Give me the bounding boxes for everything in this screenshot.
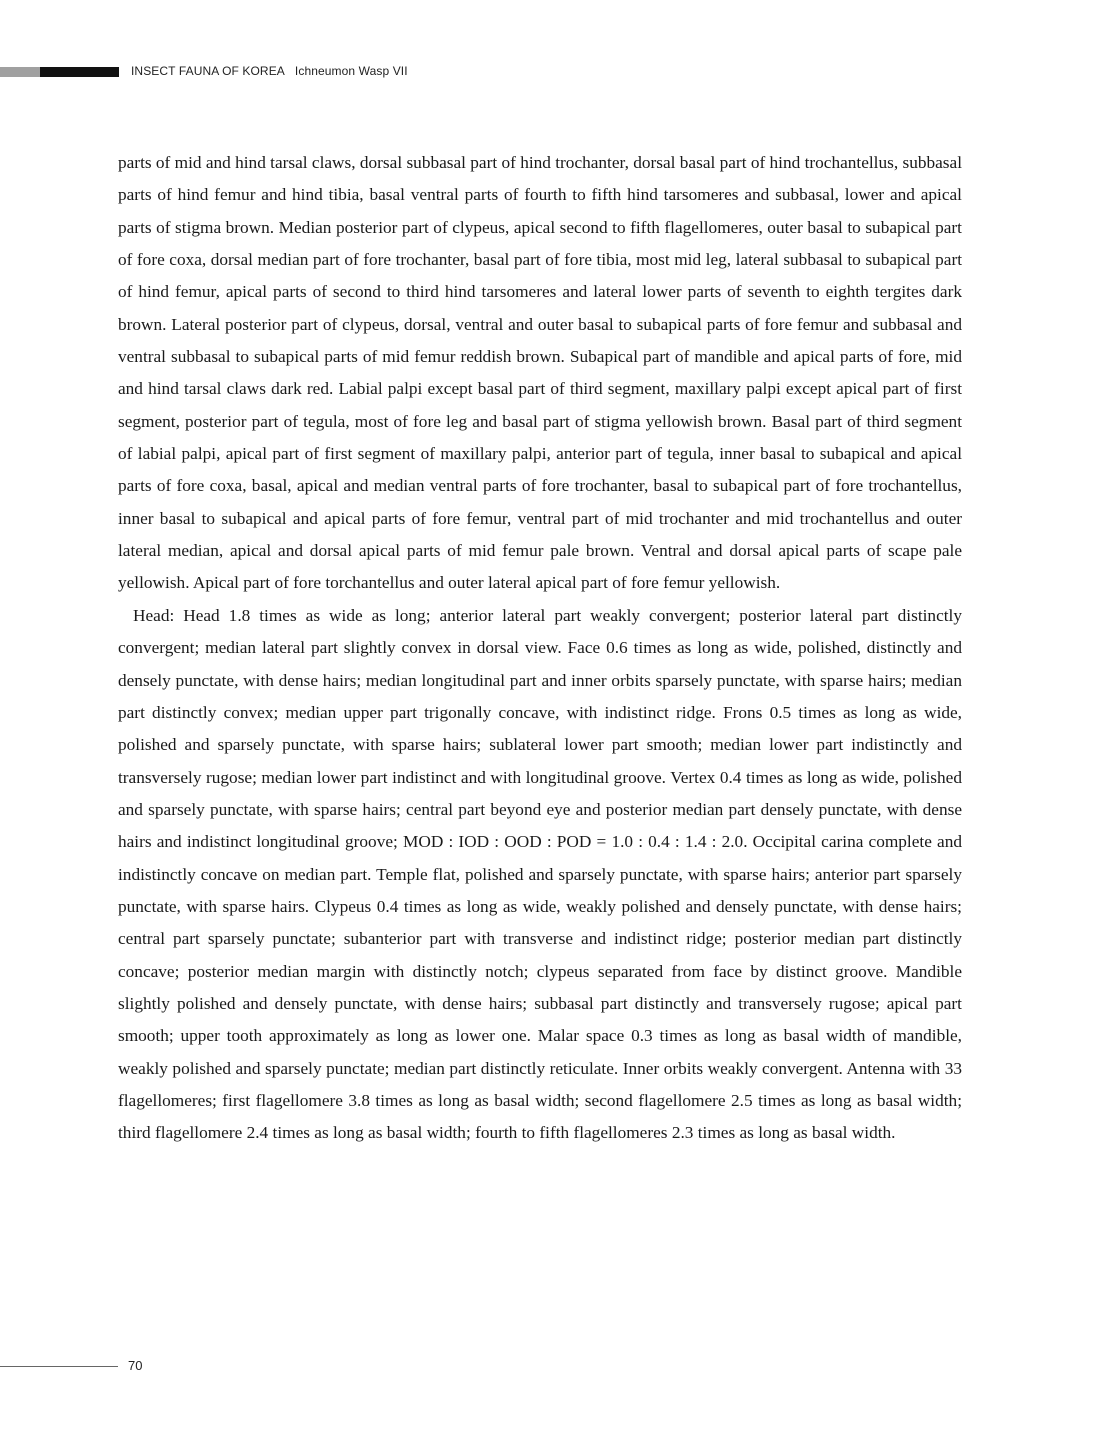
paragraph-head: Head: Head 1.8 times as wide as long; anterior lateral part weakly convergent; posterior lateral part distinctly convergent; median lateral part slightly convex in dorsal view. Face 0.6 times as long as wide, polished, distinctly and densely punctate, with dense hairs; median longitudinal part and inner orbits sparsely punctate, with sparse hairs; median part distinctly convex; median upper part trigonally concave, with indistinct ridge. Frons 0.5 times as long as wide, polished and sparsely punctate, with sparse hairs; sublateral lower part smooth; median lower part indistinctly and transversely rugose; median lower part indistinct and with longitudinal groove. Vertex 0.4 times as long as wide, polished and sparsely punctate, with sparse hairs; central part beyond eye and posterior median part densely punctate, with dense hairs and indistinct longitudinal groove; MOD : IOD : OOD : POD = 1.0 : 0.4 : 1.4 : 2.0. Occipital carina complete and indistinctly concave on median part. Temple flat, polished and sparsely punctate, with sparse hairs; anterior part sparsely punctate, with sparse hairs. Clypeus 0.4 times as long as wide, weakly polished and densely punctate, with dense hairs; central part sparsely punctate; subanterior part with transverse and indistinct ridge; posterior median part distinctly concave; posterior median margin with distinctly notch; clypeus separated from face by distinct groove. Mandible slightly polished and densely punctate, with dense hairs; subbasal part distinctly and transversely rugose; apical part smooth; upper tooth approximately as long as lower one. Malar space 0.3 times as long as basal width of mandible, weakly polished and sparsely punctate; median part distinctly reticulate. Inner orbits weakly convergent. Antenna with 33 flagellomeres; first flagellomere 3.8 times as long as basal width; second flagellomere 2.5 times as long as basal width; third flagellomere 2.4 times as long as basal width; fourth to fifth flagellomeres 2.3 times as long as basal width. [118, 605, 962, 1143]
paragraph-coloration: parts of mid and hind tarsal claws, dorsal subbasal part of hind trochanter, dorsal basal part of hind trochantellus, subbasal parts of hind femur and hind tibia, basal ventral parts of fourth to fifth hind tarsomeres and subbasal, lower and apical parts of stigma brown. Median posterior part of clypeus, apical second to fifth flagellomeres, outer basal to subapical part of fore coxa, dorsal median part of fore trochanter, basal part of fore tibia, most mid leg, lateral subbasal to subapical part of hind femur, apical parts of second to third hind tarsomeres and lateral lower parts of seventh to eighth tergites dark brown. Lateral posterior part of clypeus, dorsal, ventral and outer basal to subapical parts of fore femur and subbasal and ventral subbasal to subapical parts of mid femur reddish brown. Subapical part of mandible and apical parts of fore, mid and hind tarsal claws dark red. Labial palpi except basal part of third segment, maxillary palpi except apical part of first segment, posterior part of tegula, most of fore leg and basal part of stigma yellowish brown. Basal part of third segment of labial palpi, apical part of first segment of maxillary palpi, anterior part of tegula, inner basal to subapical and apical parts of fore coxa, basal, apical and median ventral parts of fore trochanter, basal to subapical part of fore trochantellus, inner basal to subapical and apical parts of fore femur, ventral part of mid trochanter and mid trochantellus and outer lateral median, apical and dorsal apical parts of mid femur pale brown. Ventral and dorsal apical parts of scape pale yellowish. Apical part of fore torchantellus and outer lateral apical part of fore femur yellowish. [118, 153, 962, 593]
header-series-title: INSECT FAUNA OF KOREA [131, 64, 285, 78]
footer-rule [0, 1366, 118, 1367]
page-number: 70 [128, 1358, 143, 1373]
header-accent-bar-gray [0, 67, 40, 77]
header-accent-bar-black [40, 67, 119, 77]
main-text [118, 147, 962, 1150]
running-header [131, 64, 408, 78]
header-volume-title: Ichneumon Wasp VII [294, 64, 408, 78]
